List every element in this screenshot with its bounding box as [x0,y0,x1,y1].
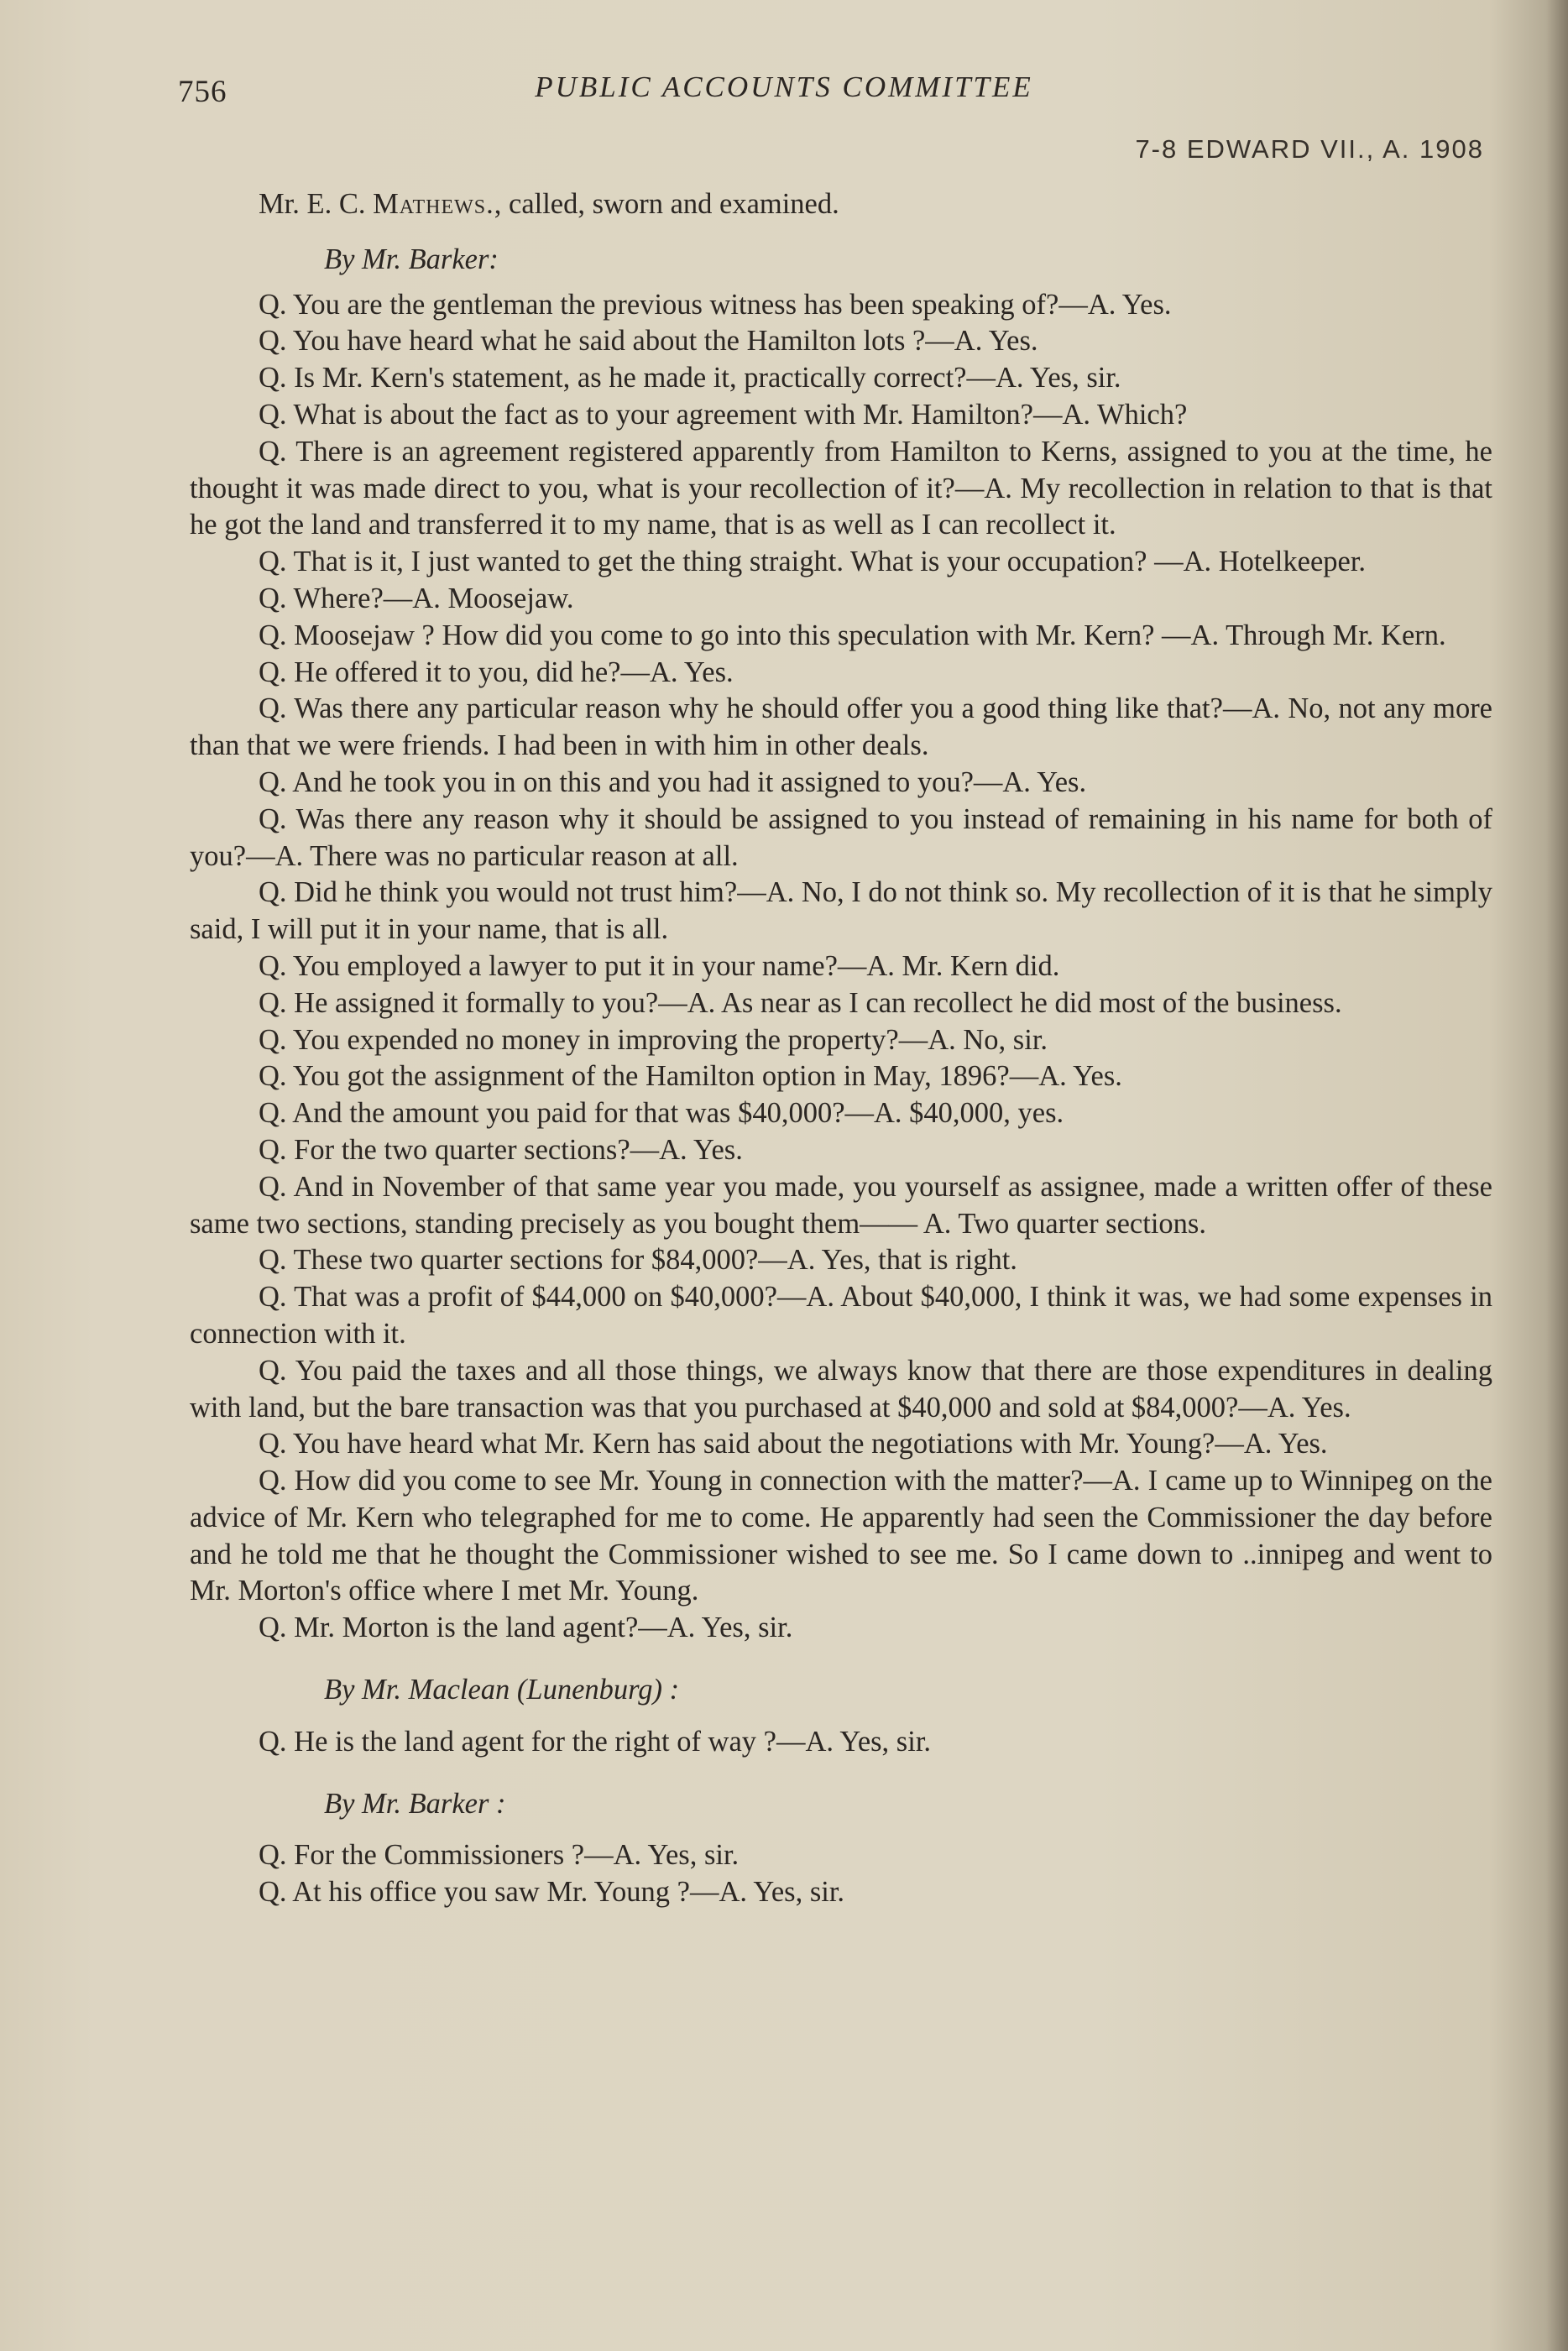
qa-paragraph: Q. Where?—A. Moosejaw. [259,582,574,614]
qa-paragraph: Q. That is it, I just wanted to get the thing straight. What is your occupation? —A. Hotelkeeper. [259,546,1367,578]
intro-suffix: , called, sworn and examined. [494,188,839,220]
qa-paragraph: Q. You have heard what Mr. Kern has said about the negotiations with Mr. Young?—A. Yes. [259,1428,1328,1460]
regnal-year: 7-8 EDWARD VII., A. 1908 [1135,134,1484,164]
qa-paragraph: Q. You are the gentleman the previous witness has been speaking of?—A. Yes. [259,288,1172,321]
qa-paragraph: Q. You employed a lawyer to put it in your name?—A. Mr. Kern did. [259,949,1060,982]
qa-paragraph: Q. Was there any reason why it should be assigned to you instead of remaining in his name for both of you?—A. There was no particular reason at all. [190,802,1492,872]
qa-paragraph: Q. That was a profit of $44,000 on $40,000?—A. About $40,000, I think it was, we had some expenses in connection with it. [190,1281,1492,1350]
qa-paragraph: Q. Mr. Morton is the land agent?—A. Yes, sir. [259,1612,793,1644]
qa-block [190,287,1492,1647]
page-number: 756 [178,75,227,109]
qa-paragraph: Q. And in November of that same year you made, you yourself as assignee, made a written offer of these same two sections, standing precisely as you bought them—— A. Two quarter sections. [190,1170,1492,1240]
qa-paragraph: Q. At his office you saw Mr. Young ?—A. Yes, sir. [259,1876,845,1909]
qa-paragraph: Q. What is about the fact as to your agreement with Mr. Hamilton?—A. Which? [259,398,1188,431]
qa-paragraph: Q. And he took you in on this and you had it assigned to you?—A. Yes. [259,765,1087,798]
qa-paragraph: Q. He offered it to you, did he?—A. Yes. [259,656,734,688]
qa-paragraph: Q. For the two quarter sections?—A. Yes. [259,1133,743,1166]
qa-paragraph: Q. How did you come to see Mr. Young in connection with the matter?—A. I came up to Winnipeg on the advice of Mr. Kern who telegraphed for me to come. He apparently had seen the Commissioner the day before and he told me that he thought the Commissioner wished to see me. So I came down to ..innipeg and went to Mr. Morton's office where I met Mr. Young. [190,1465,1492,1607]
qa-paragraph: Q. Moosejaw ? How did you come to go into this speculation with Mr. Kern? —A. Through Mr. Kern. [259,619,1446,651]
examiner-heading: By Mr. Barker: [324,243,499,275]
examiner-heading: By Mr. Barker : [324,1787,506,1820]
examiner-heading: By Mr. Maclean (Lunenburg) : [324,1674,680,1706]
qa-paragraph: Q. You have heard what he said about the Hamilton lots ?—A. Yes. [259,325,1038,358]
qa-paragraph: Q. These two quarter sections for $84,000?—A. Yes, that is right. [259,1244,1017,1277]
running-title: PUBLIC ACCOUNTS COMMITTEE [535,71,1033,103]
witness-name: Mathews. [373,188,494,220]
qa-paragraph: Q. Is Mr. Kern's statement, as he made it, practically correct?—A. Yes, sir. [259,362,1121,394]
qa-paragraph: Q. And the amount you paid for that was $40,000?—A. $40,000, yes. [259,1097,1064,1130]
intro-prefix: Mr. E. C. [259,188,374,220]
qa-paragraph: Q. You paid the taxes and all those things, we always know that there are those expenditures in dealing with land, but the bare transaction was that you purchased at $40,000 and sold at $84,000?—A. Yes. [190,1354,1492,1424]
qa-paragraph: Q. You got the assignment of the Hamilton option in May, 1896?—A. Yes. [259,1060,1122,1093]
witness-intro [190,186,1492,223]
qa-paragraph: Q. He assigned it formally to you?—A. As near as I can recollect he did most of the business. [259,986,1342,1019]
qa-paragraph: Q. Did he think you would not trust him?—A. No, I do not think so. My recollection of it is that he simply said, I will put it in your name, that is all. [190,876,1492,946]
qa-paragraph: Q. You expended no money in improving the property?—A. No, sir. [259,1023,1048,1056]
qa-paragraph: Q. For the Commissioners ?—A. Yes, sir. [259,1839,740,1872]
qa-paragraph: Q. Was there any particular reason why he should offer you a good thing like that?—A. No, not any more than that we were friends. I had been in with him in other deals. [190,692,1492,762]
qa-paragraph: Q. He is the land agent for the right of way ?—A. Yes, sir. [259,1725,932,1758]
qa-block [190,1837,1492,1911]
testimony-body [190,186,1492,1911]
qa-block [190,1724,1492,1761]
qa-paragraph: Q. There is an agreement registered apparently from Hamilton to Kerns, assigned to you at the time, he thought it was made direct to you, what is your recollection of it?—A. My recollection in relation to that is that he got the land and transferred it to my name, that is as well as I can recollect it. [190,435,1492,541]
